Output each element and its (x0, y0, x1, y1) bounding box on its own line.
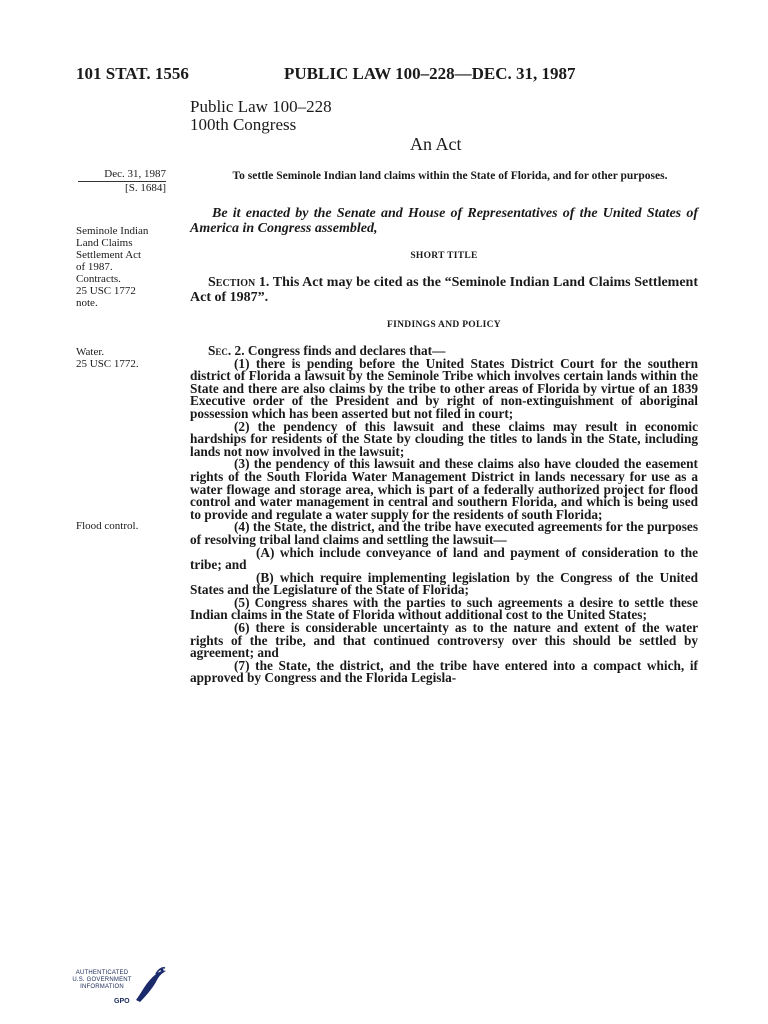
public-law-number: Public Law 100–228 (190, 97, 332, 116)
margin-line: Settlement Act (76, 249, 142, 261)
margin-line: Contracts. (76, 273, 121, 285)
finding-4b: (B) which require implementing legislation by the Congress of the United States and the Legislature of the State of Florida; (190, 569, 698, 598)
margin-short-title-note (76, 225, 180, 309)
finding-6: (6) there is considerable uncertainty as to the nature and extent of the water rights of the tribe, and that continued controversy over this should be settled by agreement; and (190, 620, 698, 661)
finding-5: (5) Congress shares with the parties to such agreements a desire to settle these Indian claims in the State of Florida without additional cost to the United States; (190, 594, 698, 623)
congress-number: 100th Congress (190, 115, 297, 134)
section-1 (190, 275, 698, 305)
gpo-authentication-logo (62, 964, 172, 1010)
enacting-text: Be it enacted by the Senate and House of Representatives of the United States of America in Congress assembled, (190, 206, 698, 236)
logo-line: AUTHENTICATED (75, 970, 129, 976)
margin-line: note. (76, 297, 98, 309)
logo-line: U.S. GOVERNMENT (72, 977, 132, 983)
enacting-clause (190, 206, 698, 236)
gpo-label: GPO (114, 998, 130, 1005)
finding-4a: (A) which include conveyance of land and payment of consideration to the tribe; and (190, 544, 698, 573)
purpose-clause: To settle Seminole Indian land claims within the State of Florida, and for other purposes. (232, 170, 668, 182)
margin-line: Water. (76, 346, 105, 358)
margin-line: 25 USC 1772 (76, 285, 136, 297)
margin-line: Seminole Indian (76, 225, 149, 237)
public-law-title (190, 98, 332, 134)
section-2 (190, 345, 698, 685)
finding-7: (7) the State, the district, and the tribe have entered into a compact which, if approved by Congress and the Florida Legisla- (190, 657, 698, 686)
an-act-heading: An Act (410, 134, 462, 154)
law-citation: PUBLIC LAW 100–228—DEC. 31, 1987 (284, 64, 576, 83)
margin-line: 25 USC 1772. (76, 358, 139, 370)
section-1-text: This Act may be cited as the “Seminole Indian Land Claims Settlement Act of 1987”. (190, 275, 698, 305)
margin-water-note (76, 346, 180, 370)
margin-line: Land Claims (76, 237, 133, 249)
section-2-label: Sec. 2. (208, 343, 245, 358)
enactment-date: Dec. 31, 1987 (78, 168, 166, 182)
margin-flood-note (76, 520, 180, 532)
finding-4: (4) the State, the district, and the tribe have executed agreements for the purposes of resolving tribal land claims and settling the lawsuit— (190, 519, 698, 547)
bill-number: [S. 1684] (125, 182, 166, 194)
authentication-text (62, 970, 142, 991)
logo-line: INFORMATION (80, 984, 124, 990)
short-title-heading: SHORT TITLE (410, 251, 478, 261)
finding-2: (2) the pendency of this lawsuit and these claims may result in economic hardships for residents of the State by clouding the titles to lands in the State, including lands not now involved in the lawsuit; (190, 418, 698, 459)
section-1-label: Section 1. (208, 275, 270, 290)
section-2-intro-text: Congress finds and declares that— (244, 343, 446, 358)
margin-line: of 1987. (76, 261, 113, 273)
findings-heading: FINDINGS AND POLICY (387, 320, 501, 330)
finding-1: (1) there is pending before the United States District Court for the southern district of Florida a lawsuit by the Seminole Tribe which involves certain lands within the State and there are also claims by the tribe to other areas of Florida by virtue of an 1839 Executive order of the President and by right of non-extinguishment of aboriginal possession which has been asserted but not filed in court; (190, 355, 698, 421)
margin-line: Flood control. (76, 520, 139, 532)
eagle-icon (132, 964, 168, 1004)
finding-3: (3) the pendency of this lawsuit and these claims also have clouded the easement rights of the South Florida Water Management District in lands necessary for use as a water flowage and storage area, which is part of a federally authorized project for flood control and water management in central and southern Florida, and which is being used to provide and regulate a water supply for the residents of south Florida; (190, 456, 698, 522)
statute-page: 101 STAT. 1556 (76, 64, 189, 83)
margin-date-note (78, 168, 166, 194)
